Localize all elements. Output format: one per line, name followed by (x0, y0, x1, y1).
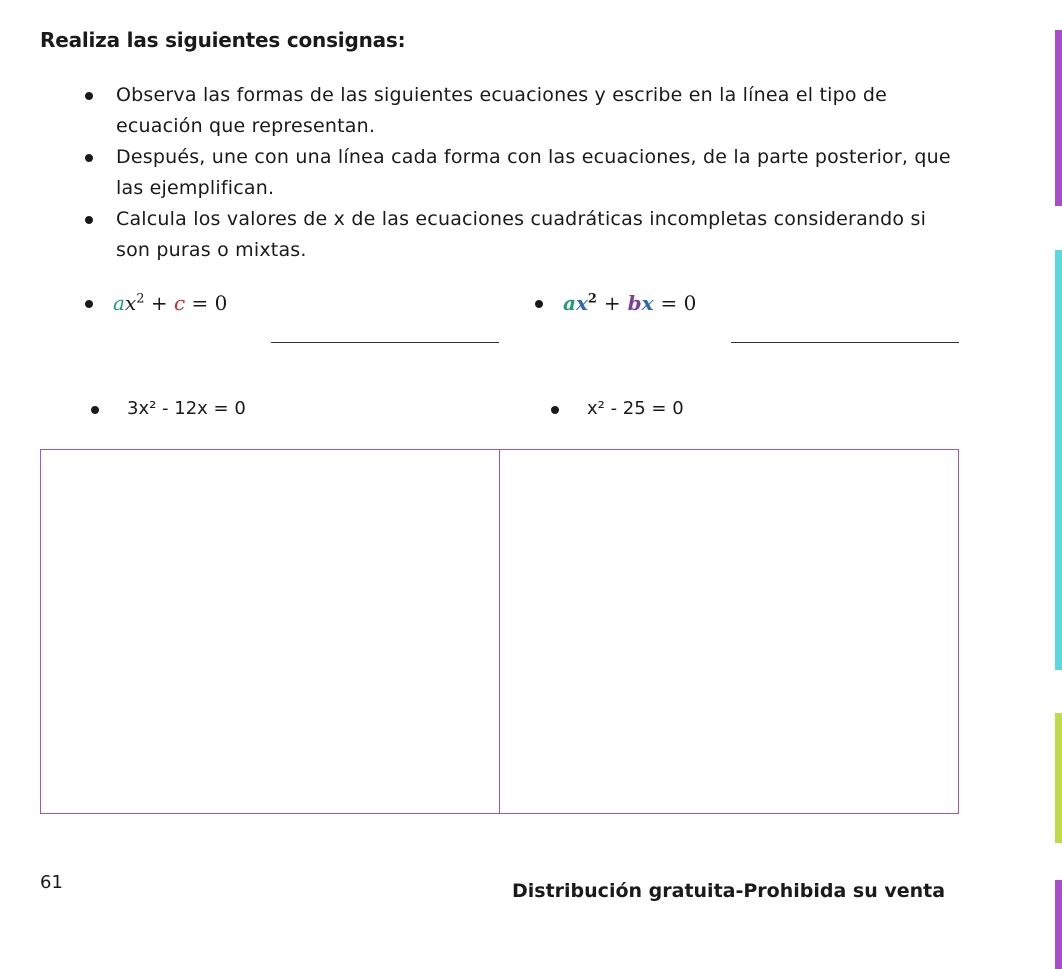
pure-form-formula (113, 291, 227, 315)
exponent: 2 (136, 291, 145, 307)
bullet-icon (85, 300, 93, 308)
instruction-item (78, 142, 962, 204)
mixed-form-answer-line[interactable] (731, 342, 959, 343)
footer-text: Distribución gratuita-Prohibida su venta (512, 880, 946, 902)
work-area (40, 449, 959, 814)
bullet-icon (85, 154, 93, 162)
page-number: 61 (40, 872, 63, 893)
instruction-item (78, 80, 962, 142)
page-heading: Realiza las siguientes consignas: (40, 28, 406, 52)
equation-1: 3x² - 12x = 0 (127, 398, 246, 419)
instruction-text: Calcula los valores de x de las ecuaciones cuadráticas incompletas considerando si son puras o mixtas. (116, 208, 927, 261)
var-x: x (575, 291, 588, 315)
instruction-item (78, 204, 962, 266)
pure-form-answer-line[interactable] (271, 342, 499, 343)
exponent: 2 (587, 291, 597, 307)
const-c: c (173, 291, 186, 315)
bullet-icon (85, 216, 93, 224)
tab-purple-marker-bottom (1055, 880, 1062, 969)
plus-sign: + (603, 291, 621, 315)
bullet-icon (551, 406, 559, 414)
bullet-icon (85, 92, 93, 100)
bullet-icon (535, 300, 543, 308)
plus-sign: + (150, 291, 168, 315)
coef-a: a (563, 291, 576, 315)
coef-b: b (627, 291, 642, 315)
mixed-form-formula (563, 291, 696, 315)
work-cell-left[interactable] (41, 450, 499, 813)
tab-lime-marker (1055, 713, 1062, 843)
instruction-text: Observa las formas de las siguientes ecuaciones y escribe en la línea el tipo de ecuación que representan. (116, 84, 888, 137)
bullet-icon (91, 406, 99, 414)
instructions-list (78, 80, 962, 266)
tab-purple-marker (1055, 30, 1062, 206)
equals-zero: = 0 (191, 291, 228, 315)
coef-a: a (113, 291, 125, 315)
work-cell-right[interactable] (499, 450, 958, 813)
var-x: x (124, 291, 137, 315)
tab-cyan-marker (1055, 250, 1062, 670)
var-x: x (641, 291, 654, 315)
instruction-text: Después, une con una línea cada forma con las ecuaciones, de la parte posterior, que las ejemplifican. (116, 146, 951, 199)
equals-zero: = 0 (660, 291, 697, 315)
equation-2: x² - 25 = 0 (587, 398, 684, 419)
